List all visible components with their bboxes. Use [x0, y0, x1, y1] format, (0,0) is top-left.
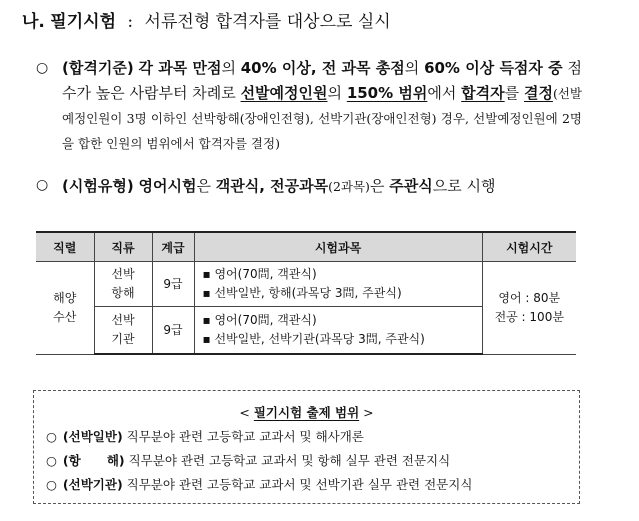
exam-table-header-row	[36, 232, 576, 262]
scope-item	[46, 427, 579, 445]
exam-type-paragraph	[36, 173, 582, 200]
header-grade: 계급	[152, 232, 194, 262]
subjects-cell	[194, 262, 482, 307]
scope-close: )	[116, 477, 123, 492]
criteria-s2: 의	[221, 59, 236, 77]
scope-item	[46, 451, 579, 469]
criteria-s11: 합격자	[461, 84, 505, 102]
criteria-close: )	[126, 59, 134, 77]
exam-type-s4: (2과목)	[328, 179, 370, 194]
subject-line: ▪ 선박일반, 항해(과목당 3問, 주관식)	[202, 286, 402, 300]
scope-key: 항 해	[68, 453, 119, 468]
scope-bullet: ○	[46, 429, 57, 444]
exam-type-s7: 으로 시행	[432, 177, 496, 195]
criteria-s3: 40% 이상, 전 과목 총점	[240, 59, 405, 77]
scope-title	[34, 403, 579, 421]
scope-close: )	[118, 453, 125, 468]
type-cell: 선박 항해	[94, 262, 152, 307]
criteria-tag: 합격기준	[68, 59, 127, 77]
criteria-s7: 선발예정인원	[240, 84, 328, 102]
criteria-s4: 의	[404, 59, 420, 77]
scope-text: 직무분야 관련 고등학교 교과서 및 선박기관 실무 관련 전문지식	[126, 477, 473, 492]
exam-type-s2: 은	[196, 177, 211, 195]
criteria-s1: 각 과목 만점	[138, 59, 222, 77]
scope-key: 선박일반	[68, 429, 117, 444]
criteria-s8: 의	[327, 84, 343, 102]
scope-item	[46, 475, 579, 493]
grade-cell: 9급	[152, 262, 194, 307]
scope-title-suffix: >	[363, 405, 374, 420]
exam-type-s6: 주관식	[389, 177, 433, 195]
exam-type-close: )	[126, 177, 134, 195]
exam-type-s3: 객관식, 전공과목	[215, 177, 329, 195]
criteria-s12: 를	[504, 84, 520, 102]
subject-line: ▪ 선박일반, 선박기관(과목당 3問, 주관식)	[202, 332, 425, 346]
scope-open: (	[62, 477, 69, 492]
criteria-bullet: ○	[36, 60, 49, 76]
time-line: 전공 : 100분	[494, 309, 564, 324]
series-cell: 해양 수산	[36, 262, 94, 355]
scope-bullet: ○	[46, 477, 57, 492]
section-colon: :	[127, 12, 134, 32]
table-row	[36, 262, 576, 307]
section-heading	[22, 10, 391, 34]
type-cell: 선박 기관	[94, 307, 152, 355]
header-type: 직류	[94, 232, 152, 262]
scope-title-text: 필기시험 출제 범위	[253, 405, 360, 420]
grade-cell: 9급	[152, 307, 194, 355]
header-subjects: 시험과목	[194, 232, 482, 262]
criteria-note: (선발예정인원이 3명 이하인 선박항해(장애인전형), 선박기관(장애인전형) 경우, 선발예정인원에 2명을 합한 인원의 범위에서 합격자를 결정)	[62, 86, 582, 151]
scope-text: 직무분야 관련 고등학교 교과서 및 해사개론	[126, 429, 364, 444]
criteria-s6: 점수가 높은 사람부터 차례로	[62, 59, 582, 102]
exam-type-s1: 영어시험	[138, 177, 197, 195]
scope-open: (	[62, 453, 69, 468]
section-number: 나.	[22, 12, 45, 32]
exam-scope-box	[33, 390, 580, 504]
exam-type-bullet: ○	[36, 177, 49, 193]
header-time: 시험시간	[482, 232, 576, 262]
criteria-s13: 결정	[523, 84, 553, 102]
criteria-paragraph	[36, 56, 582, 156]
section-label: 필기시험	[50, 12, 116, 32]
criteria-s10: 에서	[427, 84, 457, 102]
criteria-open: (	[62, 59, 69, 77]
criteria-s5: 60% 이상 득점자 중	[424, 59, 563, 77]
section-text: 서류전형 합격자를 대상으로 실시	[144, 12, 391, 32]
scope-close: )	[116, 429, 123, 444]
criteria-s9: 150% 범위	[346, 84, 428, 102]
exam-table	[36, 231, 576, 355]
scope-open: (	[62, 429, 69, 444]
time-line: 영어 : 80분	[498, 290, 561, 305]
scope-text: 직무분야 관련 고등학교 교과서 및 항해 실무 관련 전문지식	[128, 453, 451, 468]
exam-type-tag: 시험유형	[68, 177, 127, 195]
scope-bullet: ○	[46, 453, 57, 468]
scope-title-prefix: <	[239, 405, 250, 420]
header-series: 직렬	[36, 232, 94, 262]
time-cell	[482, 262, 576, 355]
subjects-cell	[194, 307, 482, 355]
exam-type-s5: 은	[369, 177, 385, 195]
subject-line: ▪ 영어(70問, 객관식)	[202, 313, 317, 327]
exam-type-open: (	[62, 177, 69, 195]
subject-line: ▪ 영어(70問, 객관식)	[202, 267, 317, 281]
scope-key: 선박기관	[68, 477, 117, 492]
